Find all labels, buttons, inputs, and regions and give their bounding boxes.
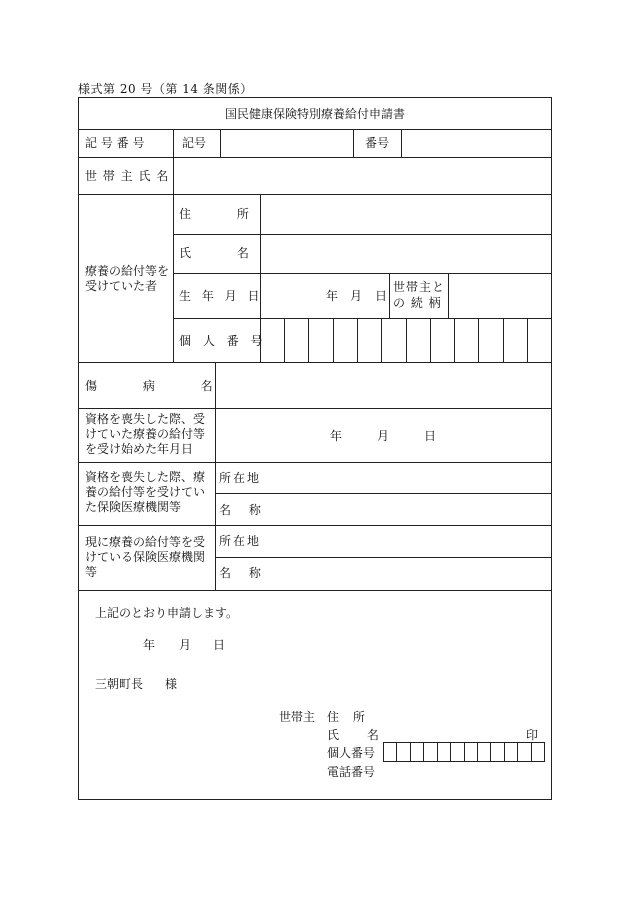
address-label: 住 所	[179, 207, 249, 221]
current-institution-label: 現に療養の給付等を受けている保険医療機関等	[85, 535, 206, 579]
applicant-householder-label: 世帯主	[279, 710, 316, 724]
declaration-year: 年	[143, 638, 156, 652]
birthdate-year: 年	[326, 289, 339, 303]
start-date-label: 資格を喪失した際、受けていた療養の給付等を受け始めた年月日	[85, 412, 206, 456]
start-date-month: 月	[377, 429, 390, 443]
prev-location-label: 所在地	[219, 471, 262, 485]
householder-name-label: 世 帯 主 氏 名	[85, 169, 169, 183]
birthdate-month: 月	[350, 289, 363, 303]
personal-number-label: 個 人 番 号	[179, 334, 263, 348]
birthdate-label: 生 年 月 日	[179, 289, 260, 303]
current-name-label: 名 称	[219, 566, 261, 580]
honorific: 様	[165, 677, 178, 691]
number-label: 番号	[365, 136, 390, 150]
prev-name-label: 名 称	[219, 503, 261, 517]
applicant-personal-number-label: 個人番号	[327, 746, 376, 760]
start-date-day: 日	[424, 429, 437, 443]
applicant-personal-number-boxes[interactable]	[383, 742, 545, 762]
application-form	[78, 97, 552, 800]
addressee: 三朝町長	[95, 677, 144, 691]
form-number-caption: 様式第 20 号（第 14 条関係）	[78, 82, 253, 96]
current-location-label: 所在地	[219, 534, 262, 548]
relationship-label-line1: 世帯主と	[393, 280, 446, 294]
name-label: 氏 名	[179, 246, 249, 260]
recipient-label: 療養の給付等を受けていた者	[85, 264, 170, 293]
applicant-name-label: 氏 名	[327, 728, 379, 742]
declaration-statement: 上記のとおり申請します。	[95, 606, 239, 620]
start-date-year: 年	[330, 429, 343, 443]
relationship-label-line2: の 続 柄	[393, 296, 441, 310]
seal-mark: 印	[526, 728, 539, 742]
form-title: 国民健康保険特別療養給付申請書	[224, 107, 405, 121]
declaration-day: 日	[213, 638, 226, 652]
symbol-label: 記号	[182, 136, 207, 150]
symbol-number-label: 記 号 番 号	[85, 136, 145, 150]
disease-name-label: 傷 病 名	[85, 379, 213, 393]
birthdate-day: 日	[375, 289, 388, 303]
declaration-month: 月	[179, 638, 192, 652]
prev-institution-label: 資格を喪失した際、療養の給付等を受けていた保険医療機関等	[85, 470, 206, 514]
applicant-address-label: 住 所	[327, 710, 365, 724]
applicant-phone-label: 電話番号	[327, 765, 376, 779]
